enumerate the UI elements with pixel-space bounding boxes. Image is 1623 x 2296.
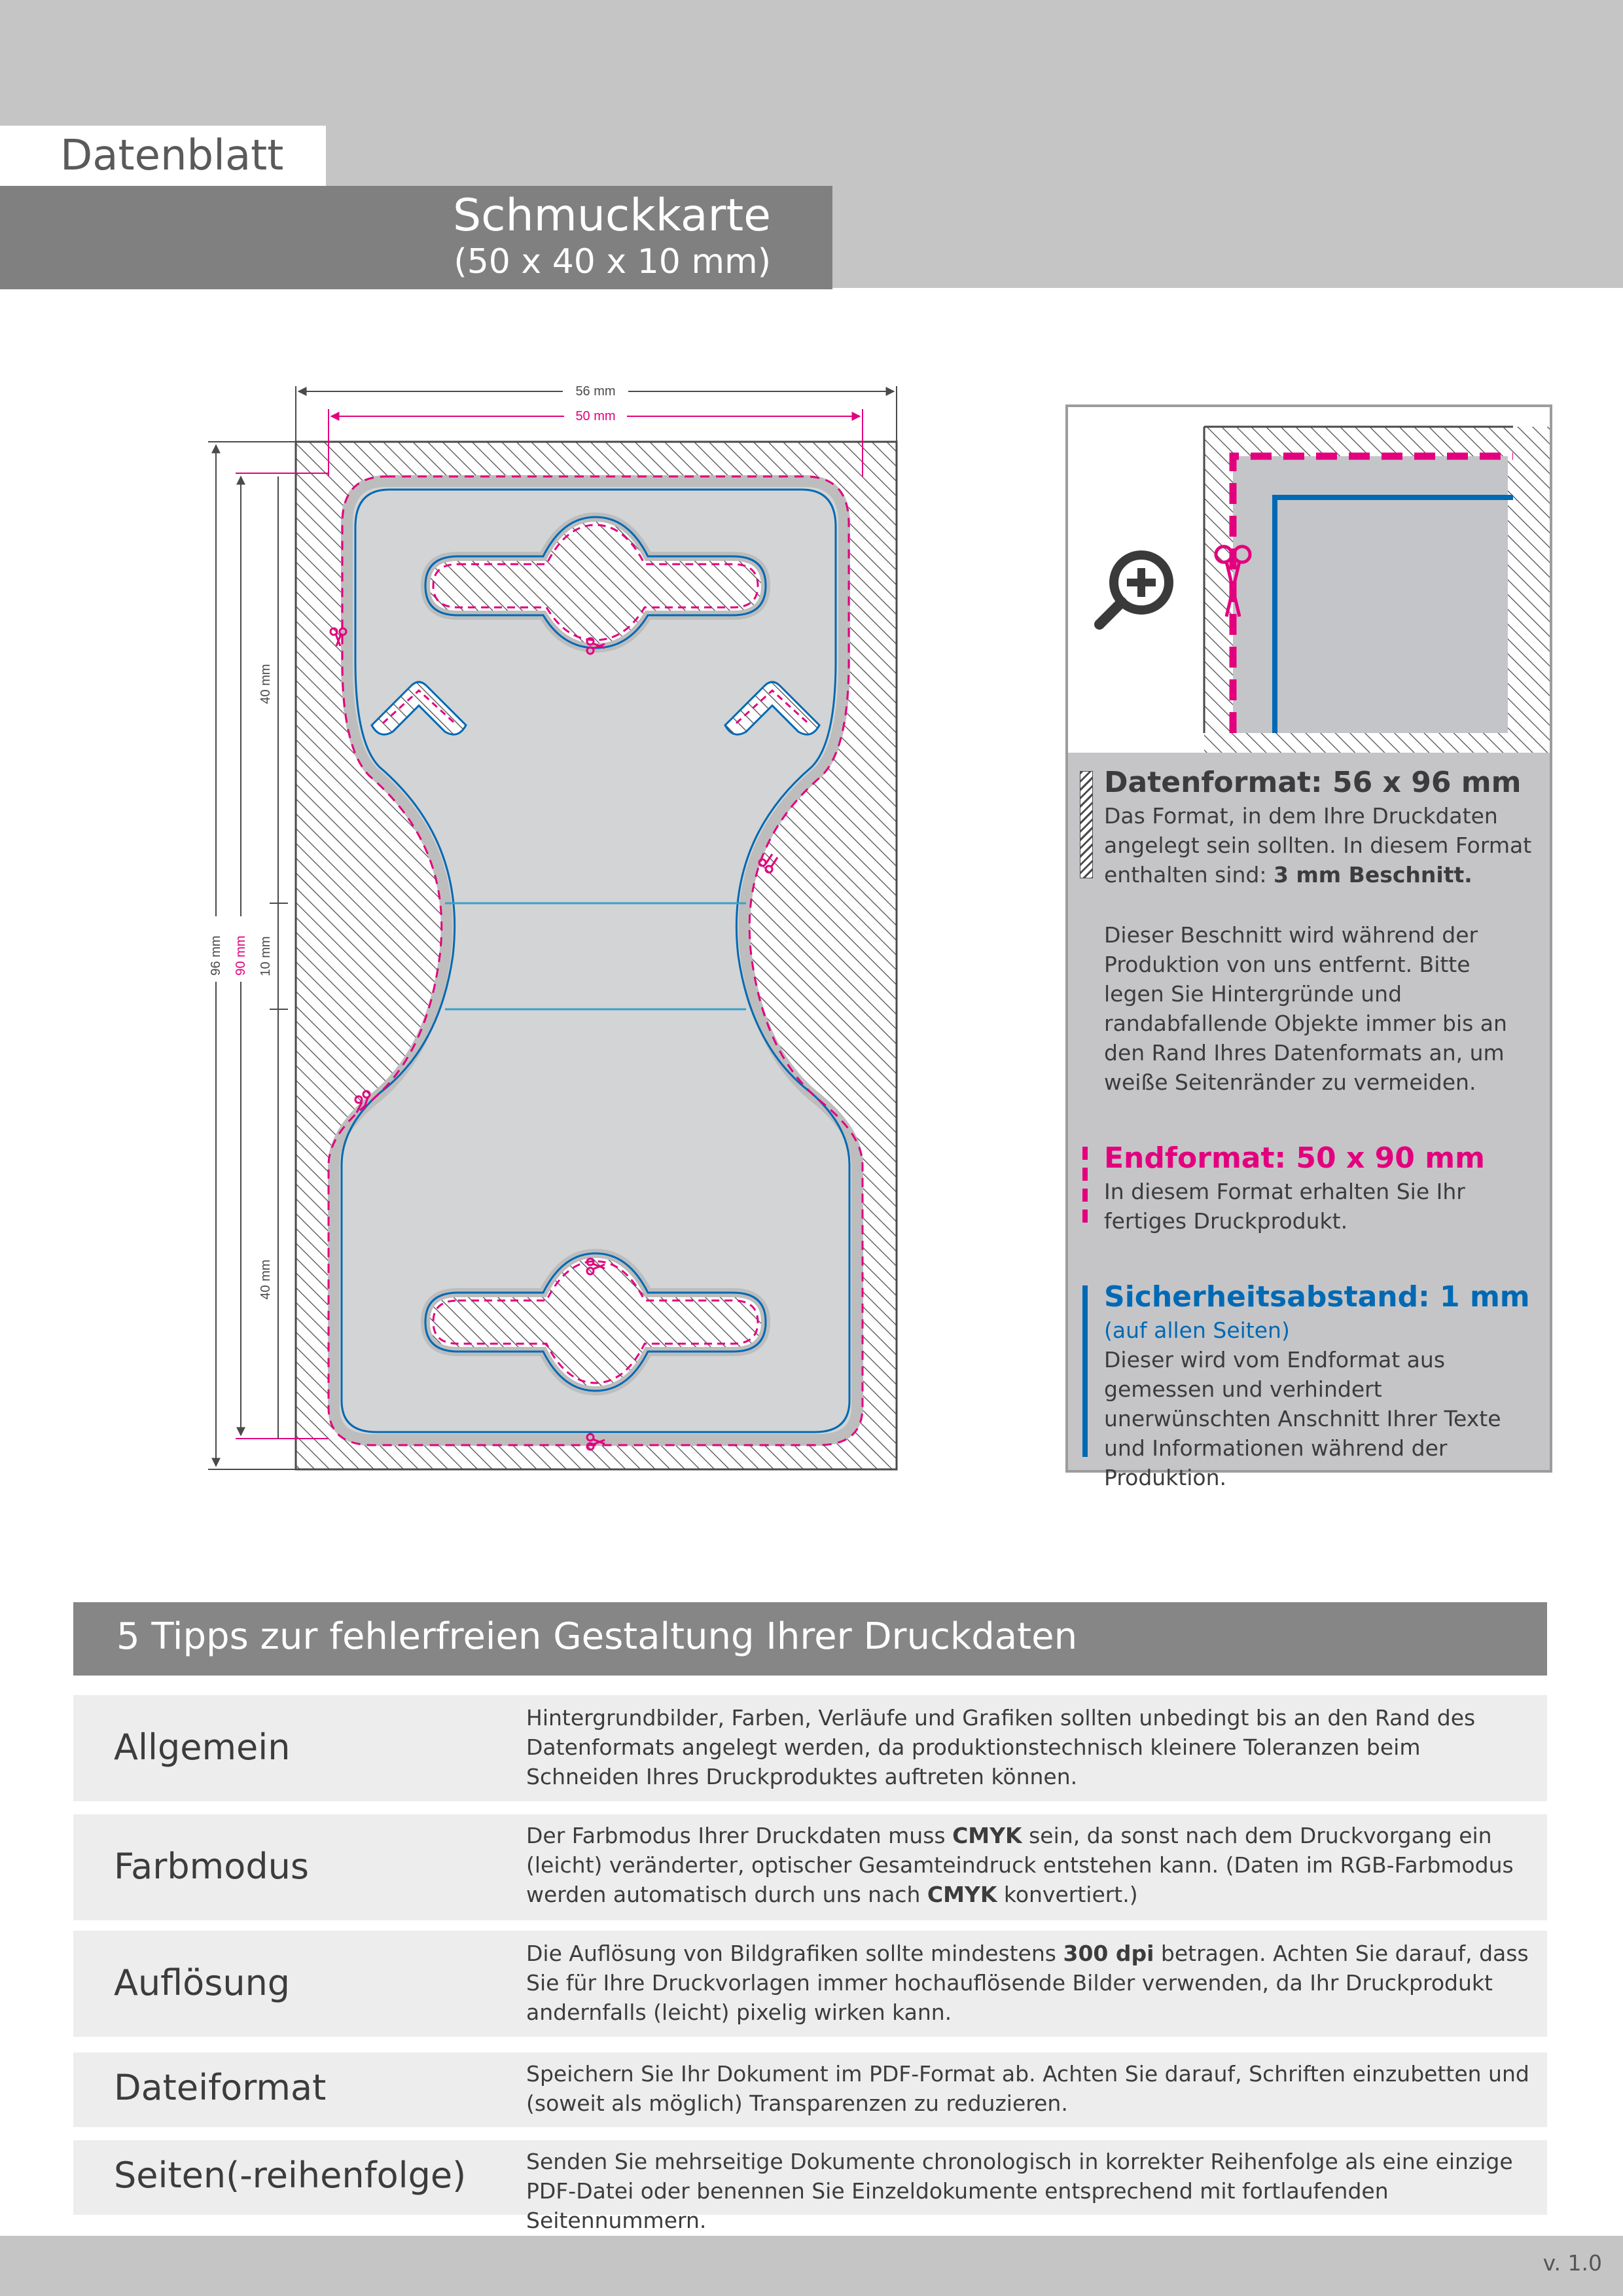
page-subtitle: (50 x 40 x 10 mm) bbox=[454, 242, 771, 281]
tips-header-title: 5 Tipps zur fehlerfreien Gestaltung Ihrer Druckdaten bbox=[116, 1615, 1078, 1658]
dim-height-inner: 90 mm bbox=[234, 935, 248, 976]
tip-text: Speichern Sie Ihr Dokument im PDF-Format ab. Achten Sie darauf, Schriften einzubetten und (soweit als möglich) Transparenzen zu reduzieren. bbox=[526, 2061, 1529, 2116]
tip-text: Senden Sie mehrseitige Dokumente chronologisch in korrekter Reihenfolge als eine einzige PDF-Datei oder benennen Sie Einzeldokumente entsprechend mit fortlaufenden Seitennummern. bbox=[526, 2149, 1513, 2233]
document-label: Datenblatt bbox=[0, 126, 326, 186]
tip-text: Der Farbmodus Ihrer Druckdaten muss CMYK sein, da sonst nach dem Druckvorgang ein (leicht) veränderter, optischer Gesamteindruck entstehen kann. (Daten im RGB-Farbmodus werden automatisch durch uns nach CMYK konvertiert.) bbox=[526, 1823, 1514, 1907]
tip-text: Hintergrundbilder, Farben, Verläufe und Grafiken sollten unbedingt bis an den Rand des Datenformats angelegt werden, da produktionstechnisch kleinere Toleranzen beim Schneiden Ihres Druckproduktes auftreten können. bbox=[526, 1705, 1476, 1789]
tip-label: Seiten(-reihenfolge) bbox=[114, 2155, 467, 2196]
dim-bottom-section: 40 mm bbox=[259, 1259, 273, 1300]
endformat-title: Endformat: 50 x 90 mm bbox=[1104, 1141, 1485, 1175]
dim-width-inner: 50 mm bbox=[575, 409, 616, 423]
sicherheit-title: Sicherheitsabstand: 1 mm bbox=[1104, 1280, 1530, 1314]
tip-row bbox=[73, 2053, 1547, 2127]
dim-height-outer: 96 mm bbox=[209, 935, 223, 976]
tip-label: Allgemein bbox=[114, 1727, 291, 1768]
sicherheit-sub: (auf allen Seiten) bbox=[1104, 1318, 1290, 1343]
sicherheit-text: Dieser wird vom Endformat aus gemessen und verhindert unerwünschten Anschnitt Ihrer Texte und Informationen während der Produktion. bbox=[1104, 1347, 1501, 1490]
card-template-drawing bbox=[196, 367, 916, 1479]
version-label: v. 1.0 bbox=[1543, 2250, 1602, 2276]
tip-row bbox=[73, 1814, 1547, 1920]
datenformat-title: Datenformat: 56 x 96 mm bbox=[1104, 766, 1522, 799]
tip-text: Die Auflösung von Bildgrafiken sollte mindestens 300 dpi betragen. Achten Sie darauf, dass Sie für Ihre Druckvorlagen immer hochauflösende Bilder verwenden, da Ihr Druckprodukt andernfalls (leicht) pixelig wirken kann. bbox=[526, 1941, 1529, 2025]
zoom-detail-drawing bbox=[1068, 407, 1550, 753]
sicherheit-marker bbox=[1082, 1285, 1088, 1457]
datenformat-marker bbox=[1080, 771, 1093, 878]
tip-label: Auflösung bbox=[114, 1962, 291, 2003]
tip-row bbox=[73, 2140, 1547, 2233]
datenformat-text2: Dieser Beschnitt wird während der Produktion von uns entfernt. Bitte legen Sie Hintergründe und randabfallende Objekte immer bis an den Rand Ihres Datenformats an, um weiße Seitenränder zu vermeiden. bbox=[1104, 922, 1507, 1095]
dim-width-outer: 56 mm bbox=[575, 384, 616, 399]
tip-row bbox=[73, 1695, 1547, 1801]
title-bar bbox=[0, 186, 832, 289]
datenformat-text1: Das Format, in dem Ihre Druckdaten angelegt sein sollten. In diesem Format enthalten sind: 3 mm Beschnitt. bbox=[1104, 803, 1532, 888]
page-title: Schmuckkarte bbox=[452, 190, 771, 242]
tip-label: Dateiformat bbox=[114, 2067, 327, 2108]
zoom-in-icon bbox=[1099, 555, 1169, 624]
zoom-detail bbox=[1068, 407, 1550, 753]
endformat-text: In diesem Format erhalten Sie Ihr fertiges Druckprodukt. bbox=[1104, 1179, 1465, 1234]
dim-middle-section: 10 mm bbox=[259, 936, 273, 977]
dim-top-section: 40 mm bbox=[259, 664, 273, 704]
endformat-marker bbox=[1082, 1147, 1088, 1229]
tip-row bbox=[73, 1931, 1547, 2037]
tips-header bbox=[73, 1602, 1547, 1676]
footer-band bbox=[0, 2236, 1623, 2296]
info-panel bbox=[1065, 404, 1552, 1490]
tip-label: Farbmodus bbox=[114, 1846, 309, 1887]
